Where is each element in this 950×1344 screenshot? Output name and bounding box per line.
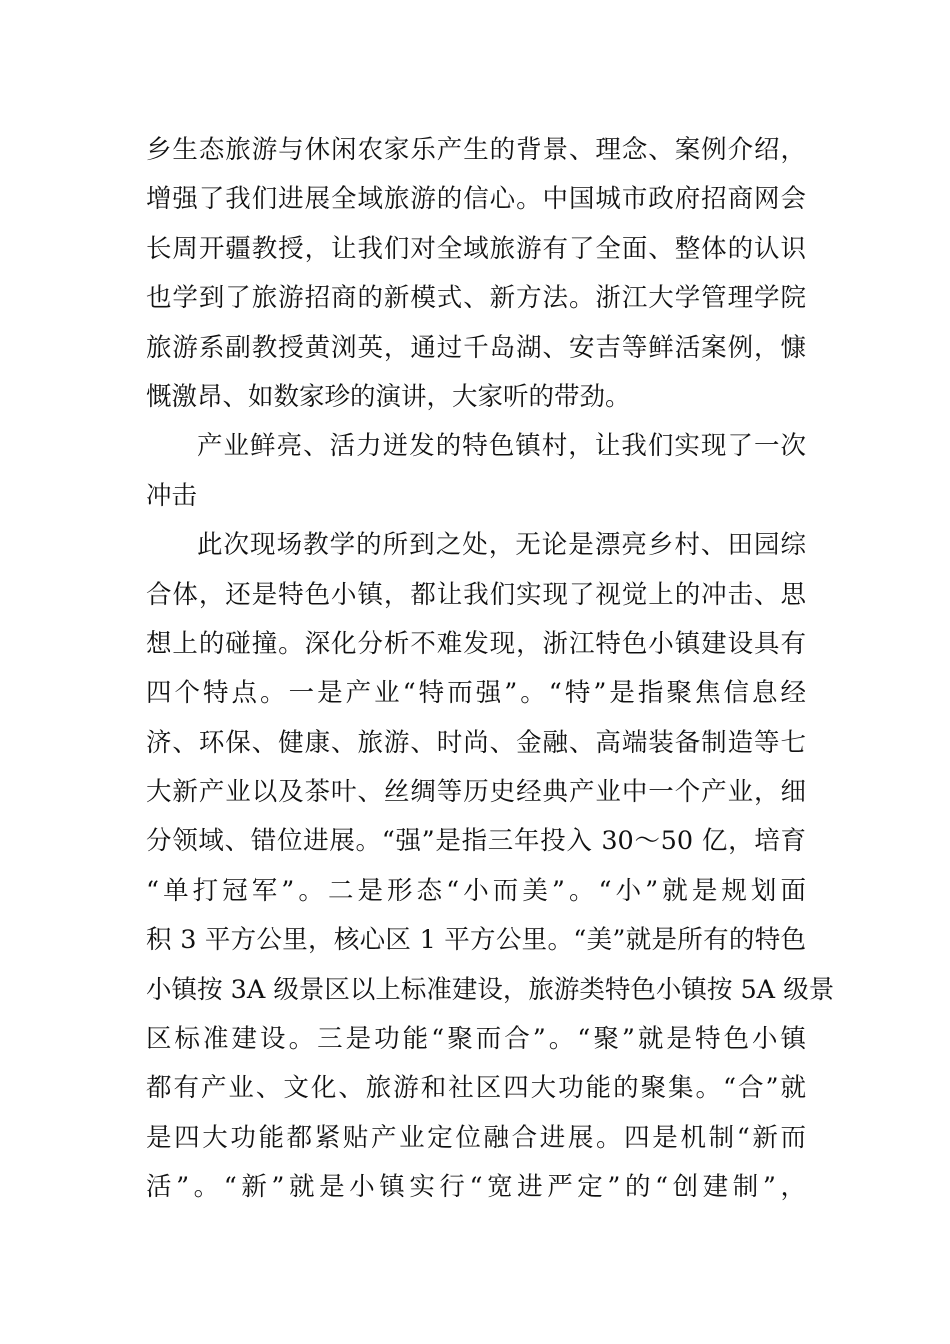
text-line: 是四大功能都紧贴产业定位融合进展。四是机制“新而: [146, 1122, 806, 1153]
text-line: “单打冠军”。二是形态“小而美”。“小”就是规划面: [146, 875, 806, 906]
text-line: 四个特点。一是产业“特而强”。“特”是指聚焦信息经: [146, 678, 806, 709]
text-line: 增强了我们进展全域旅游的信心。中国城市政府招商网会: [146, 184, 806, 215]
paragraph-1: [146, 126, 806, 422]
text-line: 活”。“新”就是小镇实行“宽进严定”的“创建制”，: [146, 1172, 806, 1203]
text-line: 济、环保、健康、旅游、时尚、金融、高端装备制造等七: [146, 727, 806, 758]
document-body: [146, 126, 835, 1213]
text-line: 慨激昂、如数家珍的演讲，大家听的带劲。: [146, 381, 631, 412]
paragraph-3: [146, 521, 835, 1212]
text-line: 此次现场教学的所到之处，无论是漂亮乡村、田园综: [197, 530, 806, 561]
text-line: 也学到了旅游招商的新模式、新方法。浙江大学管理学院: [146, 283, 806, 314]
text-line: 想上的碰撞。深化分析不难发现，浙江特色小镇建设具有: [146, 628, 806, 659]
text-line: 积 3 平方公里，核心区 1 平方公里。“美”就是所有的特色: [146, 925, 806, 956]
text-line: 旅游系副教授黄浏英，通过千岛湖、安吉等鲜活案例，慷: [146, 332, 806, 363]
text-line: 小镇按 3A 级景区以上标准建设，旅游类特色小镇按 5A 级景: [146, 974, 835, 1005]
text-line: 冲击: [146, 480, 198, 511]
text-line: 长周开疆教授，让我们对全域旅游有了全面、整体的认识: [146, 233, 806, 264]
paragraph-2: [146, 422, 806, 521]
text-line: 乡生态旅游与休闲农家乐产生的背景、理念、案例介绍，: [146, 135, 806, 165]
text-line: 分领域、错位进展。“强”是指三年投入 30～50 亿，培育: [146, 826, 806, 857]
text-line: 都有产业、文化、旅游和社区四大功能的聚集。“合”就: [146, 1073, 806, 1104]
text-line: 大新产业以及茶叶、丝绸等历史经典产业中一个产业，细: [146, 777, 806, 808]
text-line: 区标准建设。三是功能“聚而合”。“聚”就是特色小镇: [146, 1024, 806, 1055]
text-line: 合体，还是特色小镇，都让我们实现了视觉上的冲击、思: [146, 579, 806, 610]
text-line: 产业鲜亮、活力迸发的特色镇村，让我们实现了一次: [197, 431, 806, 462]
